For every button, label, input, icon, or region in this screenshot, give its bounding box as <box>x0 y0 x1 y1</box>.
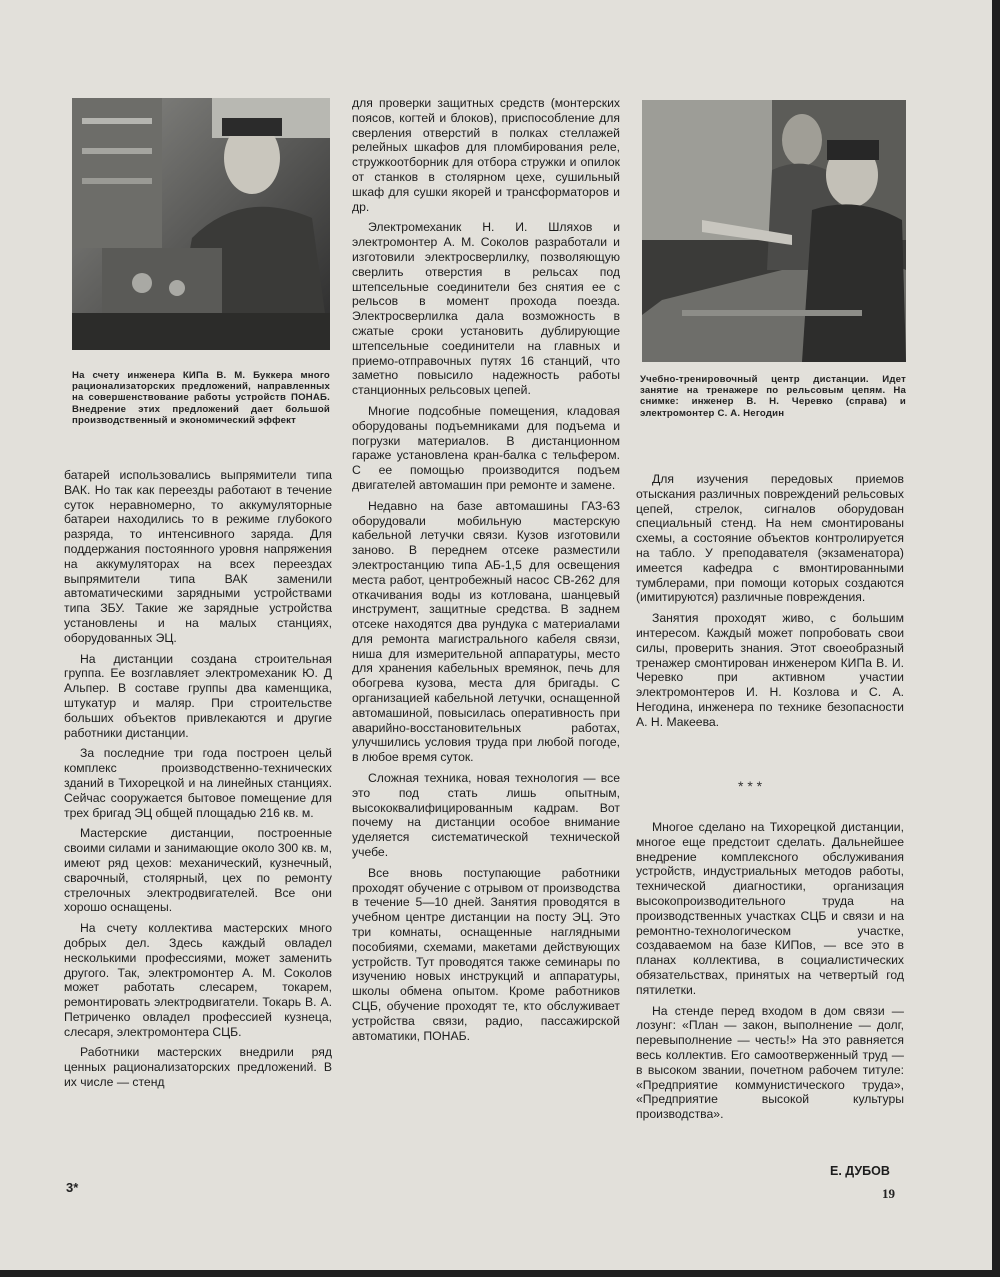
col2-paragraph-2: Электромеханик Н. И. Шляхов и электромонтер А. М. Соколов разработали и изготовили электросверлилку, позволяющую сверлить отверстия в рельсах под штепсельные соединители без снятия ее с рельсов в момент прохода поезда. Электросверлилка дала возможность в сжатые сроки установить дублирующие штепсельные соединители на главных и приемо-отправочных путях 16 станций, что заметно повысило надежность работы станционных рельсовых цепей. <box>352 220 620 398</box>
col1-paragraph-2: На дистанции создана строительная группа. Ее возглавляет электромеханик Ю. Д Альпер. В составе группы два каменщика, штукатур и маляр. При строительстве больших объектов привлекаются и другие работники дистанции. <box>64 651 332 740</box>
column-1-text <box>64 468 332 1090</box>
author-signature: Е. ДУБОВ <box>830 1164 890 1178</box>
col1-paragraph-3: За последние три года построен цельй комплекс производственно-технических зданий в Тихорецкой и на линейных станциях. Сейчас сооружается бытовое помещение для трех бригад ЭЦ общей площадью 216 кв. м. <box>64 746 332 820</box>
col3-paragraph-1: Для изучения передовых приемов отыскания различных повреждений рельсовых цепей, стрелок, сигналов оборудован специальный стенд. На нем смонтированы схемы, а состояние объектов контролируется на табло. У преподавателя (экзаменатора) имеется кафедра с вмонтированными тумблерами, при помощи которых создаются (имитируются) различные повреждения. <box>636 472 904 605</box>
column-3-text-top <box>636 472 904 730</box>
col1-paragraph-4: Мастерские дистанции, построенные своими силами и занимающие около 300 кв. м, имеют ряд цехов: механический, кузнечный, сварочный, столярный, цех по ремонту стрелочных электродвигателей. Все они хорошо оснащены. <box>64 826 332 915</box>
photo-caption-right: Учебно-тренировочный центр дистанции. Идет занятие на тренажере по рельсовым цепям. На снимке: инженер В. Н. Черевко (справа) и электромонтер С. А. Негодин <box>640 374 906 419</box>
footnote-mark: 3* <box>66 1180 79 1195</box>
photo-training-center <box>642 100 906 362</box>
col1-paragraph-5: На счету коллектива мастерских много добрых дел. Здесь каждый овладел несколькими профессиями, может заменить другого. Так, электромонтер А. М. Соколов может работать слесарем, токарем, ремонтировать электродвигатели. Токарь В. А. Петриченко овладел профессией кузнеца, слесаря, электромонтера СЦБ. <box>64 921 332 1039</box>
section-divider-stars: * * * <box>738 778 763 794</box>
col2-paragraph-5: Сложная техника, новая технология — все это под стать лишь опытным, высококвалифицированным кадрам. Вот почему на дистанции особое внимание уделяется систематической технической учебе. <box>352 771 620 860</box>
col1-paragraph-1: батарей использовались выпрямители типа ВАК. Но так как переезды работают в течение суток неравномерно, то аккумуляторные батареи находились то в режиме глубокого разряда, то интенсивного заряда. Для поддержания постоянного уровня напряжения на аккумуляторах на всех переездах выпрямители типа ВАК заменили автоматическими зарядными устройствами типа ЗБУ. Такие же зарядные устройства установлены и на малых станциях, оборудованных ЭЦ. <box>64 468 332 645</box>
column-2-text <box>352 96 620 1043</box>
col3-paragraph-3: Многое сделано на Тихорецкой дистанции, многое еще предстоит сделать. Дальнейшее внедрение комплексного обслуживания устройств, индустриальных методов работы, технической диагностики, организация высокопроизводительного труда на производственных участках СЦБ и связи и на ремонтно-технологическом участке, создаваемом на базе КИПов, — все это в планах коллектива, в социалистических обязательствах, принятых на четвертый год пятилетки. <box>636 820 904 997</box>
col1-paragraph-6: Работники мастерских внедрили ряд ценных рационализаторских предложений. В их числе — стенд <box>64 1045 332 1090</box>
col2-paragraph-6: Все вновь поступающие работники проходят обучение с отрывом от производства в течение 5—10 дней. Занятия проводятся в учебном центре дистанции на посту ЭЦ. Это три комнаты, оснащенные наглядными пособиями, схемами, макетами действующих устройств. Тут проводятся также семинары по изучению новых инструкций и аппаратуры, школы обмена опытом. Кроме работников СЦБ, обучение проходят те, кто обслуживает устройства связи, радио, пассажирской автоматики, ПОНАБ. <box>352 865 620 1043</box>
col2-paragraph-4: Недавно на базе автомашины ГАЗ-63 оборудовали мобильную мастерскую кабельной летучки связи. Кузов изготовили заново. В переднем отсеке разместили электростанцию типа АБ-1,5 для освещения места работ, центробежный насос СВ-262 для откачивания воды из котлована, шанцевый инструмент, защитные средства. В заднем отсеке находятся два рундука с материалами для ремонта магистрального кабеля связи, ниша для измерительной аппаратуры, место для хранения кабельных времянок, печь для обогрева кузова, места для бригады. С организацией кабельной летучки, оснащенной автомашиной, повысилась оперативность при аварийно-восстановительных работах, улучшились условия труда при любой погоде, в любое время суток. <box>352 498 620 765</box>
photo-caption-left: На счету инженера КИПа В. М. Буккера много рационализаторских предложений, направленных на совершенствование работы устройств ПОНАБ. Внедрение этих предложений дает большой производственный и экономический эффект <box>72 370 330 426</box>
photo-engineer-bukker <box>72 98 330 350</box>
column-3-text-bottom <box>636 820 904 1122</box>
page-number: 19 <box>882 1186 895 1201</box>
col2-paragraph-1: для проверки защитных средств (монтерских поясов, когтей и блоков), приспособление для сверления отверстий в полках стеллажей релейных шкафов для пломбирования реле, стружкоотборник для отбора стружки и опилок от станков в столярном цехе, сушильный шкаф для сушки якорей и трансформаторов и др. <box>352 96 620 214</box>
col2-paragraph-3: Многие подсобные помещения, кладовая оборудованы подъемниками для подъема и погрузки материалов. В дистанционном гараже установлена кран-балка с тельфером. С ее помощью производится подъем двигателей автомашин при ремонте и замене. <box>352 403 620 492</box>
col3-paragraph-2: Занятия проходят живо, с большим интересом. Каждый может попробовать свои силы, проверить знания. Этот своеобразный тренажер смонтирован инженером КИПа В. И. Черевко при активном участии электромонтеров И. Н. Козлова и С. А. Негодина, инженера по технике безопасности А. Н. Макеева. <box>636 611 904 729</box>
col3-paragraph-4: На стенде перед входом в дом связи — лозунг: «План — закон, выполнение — долг, перевыполнение — честь!» На это равняется весь коллектив. Его самоотверженный труд — в высоком звании, почетном рабочем титуле: «Предприятие коммунистического труда», «Предприятие высокой культуры производства». <box>636 1003 904 1122</box>
